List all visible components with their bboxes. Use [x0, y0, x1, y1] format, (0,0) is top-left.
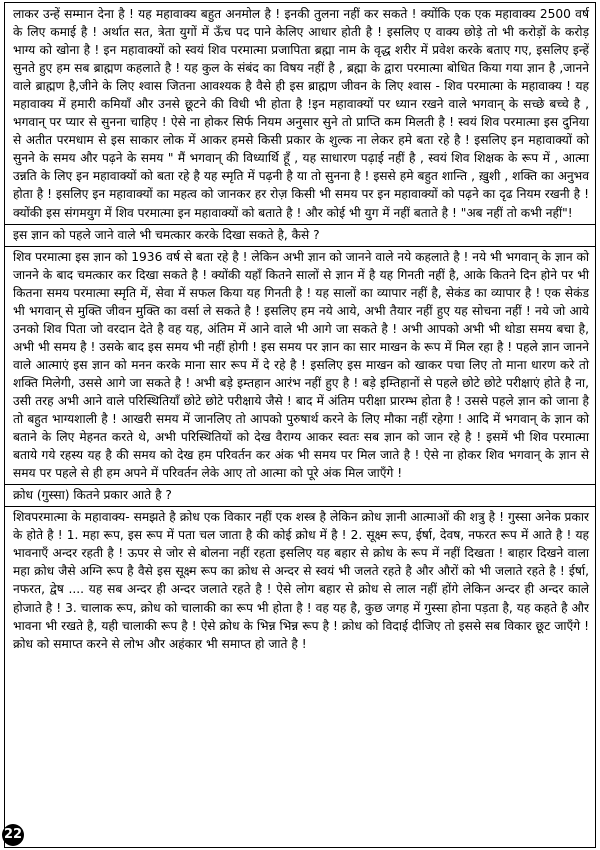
- section-divider: [5, 224, 595, 225]
- question-heading-miracle: इस ज्ञान को पहले जाने वाले भी चमत्कार करके दिखा सकते है, कैसे ?: [13, 227, 320, 242]
- paragraph-new-souls: शिव परमात्मा इस ज्ञान को 1936 वर्ष से बता रहे है ! लेकिन अभी ज्ञान को जानने वाले नये कहलाते है ! नये भी भगवान् के ज्ञान को जानने के बाद चमत्कार कर दिखा सकते है ! क्योंकी यहाँ कितने सालों से ज्ञान में है यह गिनती नहीं है, आके कितने दिन होने पर भी कितना समय परमात्मा स्मृति में, सेवा में सफल किया यह गिनती है ! यह सालों का व्यापार नहीं है, सेकंड का व्यापार है ! एक सेकंड भी भगवान् से मुक्ति जीवन मुक्ति का वर्सा ले सकते है ! इसलिए हम नये आये, अभी तैयार नहीं हुए यह सोचना नहीं ! नये जो आये उनको शिव पिता जो वरदान देते है वह यह, अंतिम में आने वाले भी आगे जा सकते है ! अभी आपको अभी भी थोडा समय बचा है, अभी भी समय है ! उसके बाद इस समय भी नहीं होगी ! इस समय पर ज्ञान का सार माखन के रूप में मिल रहा है ! पहले ज्ञान जानने वाले आत्माएं इस ज्ञान को मनन करके माना सार रूप में दे रहे है ! इसलिए इस माखन को खाकर पचा लिए तो माना धारण करे तो शक्ति मिलेगी, उससे आगे जा सकते है ! अभी बड़े इम्तहान आरंभ नहीं हुए है ! बड़े इम्तिहानों से पहले छोटे छोटे परीक्षाएं होते है ना, उसी तरह अभी आने वाले परिस्थितियाँ छोटे छोटे परीक्षाये जैसे ! बाद में अंतिम परीक्षा प्रारम्भ होता है ! उससे पहले ज्ञान को जाना है तो बहुत भाग्यशाली है ! आखरी समय में जानलिए तो आपको पुरुषार्थ करने के लिए मौका नहीं रहेगा ! आदि में भगवान् के ज्ञान को बताने के लिए मेहनत करते थे, अभी परिस्थितियों को देख वैराग्य आकर स्वतः सब ज्ञान को जान रहे है ! इसमें भी शिव परमात्मा बताये गये रहस्य यह है की समय को देख हम परिवर्तन कर अंक भी समय पर मिल जाते है ! ऐसे ना होकर शिव भगवान् के ज्ञान से समय पर पहले से ही हम अपने में परिवर्तन लेके आए तो आत्मा को पूरे अंक मिल जाएँगे !: [13, 249, 589, 481]
- paragraph-mahavakya-importance: लाकर उन्हें सम्मान देना है ! यह महावाक्य बहुत अनमोल है ! इनकी तुलना नहीं कर सकते ! क्योंकि एक एक महावाक्य 2500 वर्ष के लिए कमाई है ! अर्थात सत, त्रेता युगों में ऊँच पद पाने केलिए आधार होती है ! इसलिए ए वाक्य छोड़े तो भी करोड़ों के करोड़ भाग्य को खोना है ! इन महावाक्यों को स्वयं शिव परमात्मा प्रजापिता ब्रह्मा नाम के वृद्ध शरीर में प्रवेश करके बताए गए, इसलिए इन्हें सुनते हुए हम सब ब्राह्मण कहलाते है ! यह कुल के संबंद का विषय नहीं है , ब्रह्मा के द्वारा परमात्मा बोधित किया गया ज्ञान है ,जानने वाले ब्राह्मण है,जीने के लिए श्वास जितना आवश्यक है वैसे ही इस ब्राह्मण जीवन के लिए श्वास - शिव परमात्मा के महावाक्य ! यह महावाक्य में हमारी कमियाँ और उनसे छूटने की विधी भी होता है !इन महावाक्यों पर ध्यान रखने वाले भगवान् के सच्छे बच्चे है , भगवान् पर प्यार से सुनना चाहिए ! ऐसे ना होकर सिर्फ नियम अनुसार सुने तो प्राप्ति कम मिलती है ! स्वयं शिव परमात्मा इस दुनिया से अतीत परमधाम से इस साकार लोक में आकर हमसे किसी प्रकार के शुल्क ना लेकर हमे बता रहे है ! इसलिए इन महावाक्यों को सुनने के समय और पढ़ने के समय " मैं भगवान् की विध्यार्थि हूँ , यह साधारण पढ़ाई नहीं है , स्वयं शिव शिक्षक के रूप में , आत्मा उन्नति के लिए इन महावाक्यों को बता रहे है यह स्मृति में पढ़नी है या तो सुनना है ! इससे हमे बहुत शान्ति , ख़ुशी , शक्ति का अनुभव होता है ! इसलिए इन महावाक्यों का महत्व को जानकर हर रोज़ किसी भी समय पर इन महावाक्यों को पढ़ने का दृढ नियम रखनी है ! क्योंकी इस संगमयुग में शिव परमात्मा इन महावाक्यों को बताते है ! और कोई भी युग में नहीं बताते है ! "अब नहीं तो कभी नहीं"!: [13, 7, 589, 220]
- page-number-badge: 22: [2, 824, 24, 846]
- section-divider: [5, 484, 595, 485]
- paragraph-anger-types: शिवपरमात्मा के महावाक्य- समझते है क्रोध एक विकार नहीं एक शस्त्र है लेकिन क्रोध ज्ञानी आत्माओं की शत्रु है ! गुस्सा अनेक प्रकार के होते है ! 1. महा रूप, इस रूप में पता चल जाता है की कोई क्रोध में है ! 2. सूक्ष्म रूप, ईर्षा, देवष, नफरत रूप में आते है ! यह भावनाएँ अन्दर रहती है ! ऊपर से जोर से बोलना नहीं रहता इसलिए यह बहार से क्रोध के रूप में नहीं दिखता ! बाहार दिखने वाला महा क्रोध जैसे अग्नि रूप है वैसे इस सूक्ष्म रूप का क्रोध से अन्दर से स्वयं भी जलते रहते है और औरों को भी जलाते रहते है ! ईर्षा, नफरत, द्वेष .... यह सब अन्दर ही अन्दर जलाते रहते है ! ऐसे लोग बहार से क्रोध से लाल नहीं होंगे लेकिन अन्दर ही अन्दर काले होजाते है ! 3. चालाक रूप, क्रोध को चालाकी का रूप भी होता है ! वह यह है, कुछ जगह में गुस्सा होना पड़ता है, यह कहते है और भावना भी रखते है, यही चालाकी रूप है ! ऐसे क्रोध के भिन्न भिन्न रूप है ! क्रोध को विदाई दीजिए तो इससे सब विकार छूट जाएँगे ! क्रोध को समाप्त करने से लोभ और अहंकार भी समाप्त हो जाते है !: [13, 510, 589, 651]
- page: [4, 2, 596, 848]
- section-divider: [5, 246, 595, 247]
- question-heading-anger: क्रोध (गुस्सा) कितने प्रकार आते है ?: [13, 488, 172, 503]
- section-divider: [5, 506, 595, 507]
